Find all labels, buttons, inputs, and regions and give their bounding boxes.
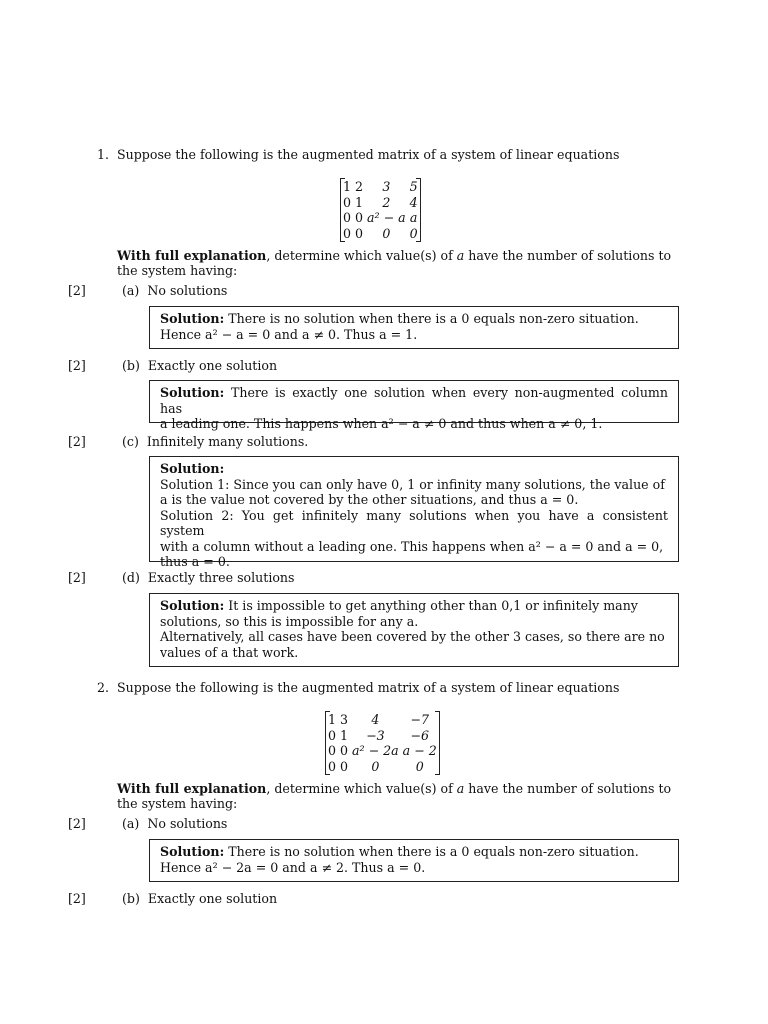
solution-box-1b: [149, 380, 679, 431]
solution-label: Solution:: [160, 311, 225, 326]
matrix-cell: 0: [340, 743, 349, 758]
matrix-cell: 2: [382, 194, 391, 210]
instruction-text: have the number of solutions to: [464, 248, 672, 263]
marks-label: [2]: [68, 570, 86, 585]
part-label: (a): [122, 816, 140, 831]
instruction-bold: With full explanation: [117, 781, 267, 796]
matrix-cell: 1: [343, 179, 352, 194]
matrix-cell: 0: [371, 758, 380, 774]
instruction-variable: a: [456, 781, 465, 796]
solution-line: a is the value not covered by the other situations, and thus a = 0.: [160, 492, 579, 507]
solution-label: Solution:: [160, 461, 225, 476]
matrix-cell: 0: [382, 225, 391, 241]
matrix-cell: −7: [410, 712, 429, 727]
instruction-text: have the number of solutions to: [464, 781, 672, 796]
part-label: (c): [122, 434, 139, 449]
matrix-cell: 0: [343, 225, 352, 241]
question-1-number: 1.: [97, 147, 110, 162]
matrix-cell: 5: [409, 179, 418, 194]
solution-label: Solution:: [160, 844, 225, 859]
matrix-cell: 1: [355, 194, 364, 210]
solution-line: Solution 1: Since you can only have 0, 1 or infinity many solutions, the value of: [160, 476, 665, 492]
instruction-text: , determine which value(s) of: [266, 248, 457, 263]
matrix-cell: 0: [409, 225, 418, 241]
matrix-cell: 0: [328, 727, 337, 743]
matrix-cell: 0: [340, 758, 349, 774]
question-2-matrix: [325, 711, 440, 775]
solution-line: a leading one. This happens when a² − a ≠ 0 and thus when a ≠ 0, 1.: [160, 416, 603, 431]
matrix-cell: 1: [328, 712, 337, 727]
instruction-bold: With full explanation: [117, 248, 267, 263]
solution-line: There is exactly one solution when every non-augmented column has: [160, 385, 668, 416]
matrix-cell: 3: [382, 179, 391, 194]
instruction-text: , determine which value(s) of: [266, 781, 457, 796]
solution-line: Hence a² − a = 0 and a ≠ 0. Thus a = 1.: [160, 326, 418, 342]
matrix-cell: 0: [328, 743, 337, 758]
solution-line: solutions, so this is impossible for any a.: [160, 613, 419, 629]
instruction-variable: a: [456, 248, 465, 263]
part-label: (b): [122, 358, 140, 373]
solution-box-1c: [149, 456, 679, 569]
solution-line: Hence a² − 2a = 0 and a ≠ 2. Thus a = 0.: [160, 859, 426, 875]
matrix-cell: 4: [371, 712, 380, 727]
solution-line: Alternatively, all cases have been covered by the other 3 cases, so there are no: [160, 629, 665, 644]
matrix-cell: 0: [355, 225, 364, 241]
matrix-cell: −3: [366, 727, 385, 743]
solution-box-2a: [149, 839, 679, 882]
solution-label: Solution:: [160, 385, 225, 400]
question-2-instruction: [117, 781, 671, 796]
part-text: Exactly one solution: [147, 358, 278, 373]
marks-label: [2]: [68, 434, 86, 449]
solution-box-1d: [149, 593, 679, 667]
question-1-matrix: [340, 178, 421, 242]
matrix-cell: a: [409, 210, 418, 225]
matrix-cell: 1: [340, 727, 349, 743]
question-2-number: 2.: [97, 680, 110, 695]
part-1c: [122, 434, 308, 449]
solution-line: Solution 2: You get infinitely many solutions when you have a consistent system: [160, 507, 668, 538]
part-label: (b): [122, 891, 140, 906]
matrix-cell: a² − a: [367, 210, 406, 225]
marks-label: [2]: [68, 891, 86, 906]
solution-line: with a column without a leading one. This happens when a² − a = 0 and a = 0,: [160, 538, 664, 554]
part-label: (d): [122, 570, 140, 585]
matrix-cell: 0: [328, 758, 337, 774]
matrix-cell: −6: [410, 727, 429, 743]
part-text: Exactly three solutions: [147, 570, 295, 585]
part-text: Exactly one solution: [147, 891, 278, 906]
matrix-cell: a² − 2a: [352, 743, 399, 758]
part-text: Infinitely many solutions.: [146, 434, 309, 449]
matrix-cell: 4: [409, 194, 418, 210]
part-1a: [122, 283, 227, 298]
solution-label: Solution:: [160, 598, 225, 613]
matrix-cell: 3: [340, 712, 349, 727]
solution-box-1a: [149, 306, 679, 349]
part-2b: [122, 891, 277, 906]
part-1b: [122, 358, 277, 373]
question-1-instruction: [117, 248, 671, 263]
matrix-cell: 0: [343, 194, 352, 210]
solution-line: values of a that work.: [160, 644, 299, 660]
solution-line: There is no solution when there is a 0 equals non-zero situation.: [228, 844, 639, 859]
part-1d: [122, 570, 295, 585]
matrix-cell: 2: [355, 179, 364, 194]
question-1-instruction-line2: the system having:: [117, 263, 238, 278]
solution-line: It is impossible to get anything other than 0,1 or infinitely many: [228, 598, 638, 613]
solution-line: There is no solution when there is a 0 equals non-zero situation.: [228, 311, 639, 326]
question-2-intro: Suppose the following is the augmented matrix of a system of linear equations: [117, 680, 620, 695]
marks-label: [2]: [68, 358, 86, 373]
matrix-cell: 0: [415, 758, 424, 774]
matrix-cell: a − 2: [402, 743, 437, 758]
matrix-cell: 0: [343, 210, 352, 225]
matrix-cell: 0: [355, 210, 364, 225]
question-2-instruction-line2: the system having:: [117, 796, 238, 811]
question-1-intro: Suppose the following is the augmented matrix of a system of linear equations: [117, 147, 620, 162]
part-2a: [122, 816, 227, 831]
marks-label: [2]: [68, 816, 86, 831]
part-text: No solutions: [147, 816, 228, 831]
part-label: (a): [122, 283, 140, 298]
solution-line: thus a = 0.: [160, 554, 230, 569]
part-text: No solutions: [147, 283, 228, 298]
marks-label: [2]: [68, 283, 86, 298]
